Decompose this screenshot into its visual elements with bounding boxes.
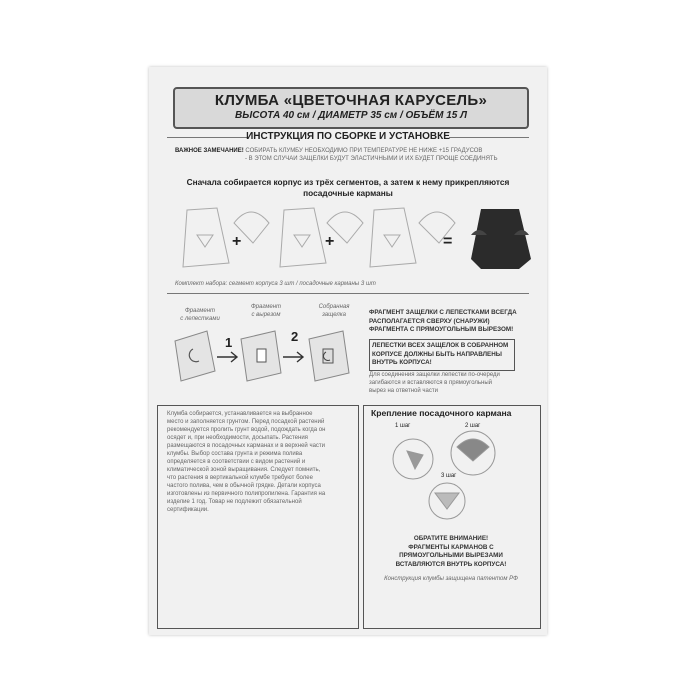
step1-figure-icon <box>393 439 433 479</box>
important-line2: - В ЭТОМ СЛУЧАИ ЗАЩЕЛКИ БУДУТ ЭЛАСТИЧНЫМИ И ИХ БУДЕТ ПРОЩЕ СОЕДИНЯТЬ <box>245 156 498 162</box>
assembly-heading-line1: Сначала собирается корпус из трёх сегментов, а затем к нему прикрепляются <box>186 177 510 187</box>
plus-sign-1: + <box>232 233 242 250</box>
title-box <box>173 87 529 129</box>
equals-sign: = <box>443 233 453 250</box>
body-segment-2-icon <box>280 208 326 267</box>
assembly-heading <box>149 177 547 199</box>
step-number-2: 2 <box>291 329 299 344</box>
note3-line3: вырез на ответной части <box>369 388 438 394</box>
body-segment-3-icon <box>370 208 416 267</box>
description-line: изготовлены из первичного полипропилена. Гарантия на <box>167 491 326 497</box>
attention-line3: ПРЯМОУГОЛЬНЫМИ ВЫРЕЗАМИ <box>399 552 503 559</box>
frag1-label-line1: Фрагмент <box>184 308 216 314</box>
pocket-step3-label: 3 шаг <box>441 473 457 479</box>
pocket-step2-label: 2 шаг <box>465 423 481 429</box>
pocket-heading: Крепление посадочного кармана <box>371 408 512 418</box>
plus-sign-2: + <box>325 233 335 250</box>
page-title: КЛУМБА «ЦВЕТОЧНАЯ КАРУСЕЛЬ» <box>214 92 488 109</box>
step3-figure-icon <box>429 483 465 519</box>
attention-line2: ФРАГМЕНТЫ КАРМАНОВ С <box>408 543 494 551</box>
description-line: сертификации. <box>167 507 209 513</box>
pocket-attention <box>363 535 539 569</box>
description-line: клумбы. Выбор состава грунта и режима полива <box>167 451 303 457</box>
frag2-label <box>241 303 291 319</box>
note3-line2: загибаются и вставляются в прямоугольный <box>369 380 493 386</box>
step2-figure-icon <box>451 431 495 475</box>
attention-line1: ОБРАТИТЕ ВНИМАНИЕ! <box>413 535 489 542</box>
description-text <box>167 410 347 514</box>
frag3-label-line2: защелка <box>322 312 346 318</box>
note1-line1: ФРАГМЕНТ ЗАЩЕЛКИ С ЛЕПЕСТКАМИ ВСЕГДА <box>369 309 517 316</box>
description-line: частого полива, чем в обычной грядке. Детали корпуса <box>167 483 321 489</box>
description-line: осядет и, при необходимости, досыпать. Растения <box>167 435 308 441</box>
important-line1: СОБИРАТЬ КЛУМБУ НЕОБХОДИМО ПРИ ТЕМПЕРАТУРЕ НЕ НИЖЕ +15 ГРАДУСОВ <box>245 148 483 154</box>
page-subtitle: ВЫСОТА 40 см / ДИАМЕТР 35 см / ОБЪЁМ 15 Л <box>235 110 467 121</box>
petal-fragment-icon <box>175 331 215 381</box>
description-line: что растения в вертикальной клумбе требуют более <box>167 475 313 481</box>
note-connection <box>369 371 539 395</box>
note-petals-outside <box>369 309 529 335</box>
description-line: изделие 1 год. Товар не подлежит обязательной <box>167 499 302 505</box>
frag1-label-line2: с лепестками <box>180 316 220 322</box>
frag1-label <box>175 307 225 323</box>
note2-line1: ЛЕПЕСТКИ ВСЕХ ЗАЩЕЛОК В СОБРАННОМ <box>372 342 509 349</box>
description-line: определяется в соответствии с видом растений и <box>167 459 306 465</box>
note3-line1: Для соединения защелки лепестки по-очереди <box>369 372 500 378</box>
description-line: рекомендуется пролить грунт водой, подождать когда он <box>167 427 326 433</box>
divider-mid <box>167 293 529 294</box>
instruction-title: ИНСТРУКЦИЯ ПО СБОРКЕ И УСТАНОВКЕ <box>246 131 450 142</box>
frag3-label <box>309 303 359 319</box>
patent-note: Конструкция клумбы защищена патентом РФ <box>384 576 518 582</box>
assembly-heading-line2: посадочные карманы <box>303 188 393 198</box>
assembled-latch-icon <box>309 331 349 381</box>
kit-text: Комплект набора: сегмент корпуса 3 шт / посадочные карманы 3 шт <box>175 281 376 287</box>
pocket-illustration <box>385 423 535 523</box>
note2-line3: ВНУТРЬ КОРПУСА! <box>372 359 432 366</box>
arrow-icon-1 <box>217 352 237 362</box>
frag3-label-line1: Собранная <box>318 304 350 310</box>
description-line: климатической зоной выращивания. Следует помнить, <box>167 467 321 473</box>
description-line: размещаются в посадочных карманах и в верхней части <box>167 443 326 449</box>
attention-line4: ВСТАВЛЯЮТСЯ ВНУТРЬ КОРПУСА! <box>395 560 507 568</box>
description-line: Клумба собирается, устанавливается на выбранное <box>167 411 313 417</box>
instruction-sheet <box>149 67 547 635</box>
important-label: ВАЖНОЕ ЗАМЕЧАНИЕ! <box>175 148 244 154</box>
assembled-flowerbed-icon <box>471 209 531 269</box>
body-segment-1-icon <box>183 208 229 267</box>
step-number-1: 1 <box>225 335 233 350</box>
fragments-illustration <box>171 327 371 387</box>
frag2-label-line1: Фрагмент <box>250 304 282 310</box>
pocket-step1-label: 1 шаг <box>395 423 411 429</box>
note-petals-inside <box>369 339 515 371</box>
description-line: место и заполняется грунтом. Перед посадкой растений <box>167 419 325 425</box>
arrow-icon-2 <box>283 352 303 362</box>
frag2-label-line2: с вырезом <box>251 312 281 318</box>
note1-line2: РАСПОЛАГАЕТСЯ СВЕРХУ (СНАРУЖИ) <box>369 317 490 325</box>
cutout-fragment-icon <box>241 331 281 381</box>
note1-line3: ФРАГМЕНТА С ПРЯМОУГОЛЬНЫМ ВЫРЕЗОМ! <box>369 326 514 333</box>
note2-line2: КОРПУСЕ ДОЛЖНЫ БЫТЬ НАПРАВЛЕНЫ <box>372 350 502 358</box>
important-note <box>175 147 535 155</box>
